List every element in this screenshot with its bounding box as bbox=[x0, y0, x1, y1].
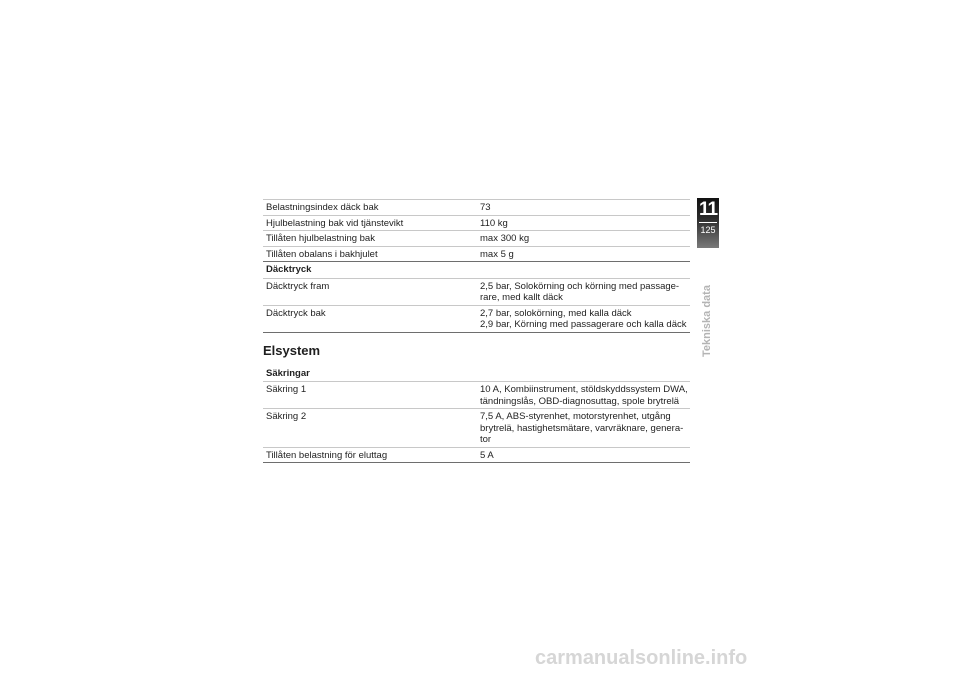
row-value bbox=[473, 411, 690, 446]
row-value bbox=[473, 308, 690, 331]
page-number: 125 bbox=[700, 225, 716, 235]
row-label: Belastningsindex däck bak bbox=[266, 202, 379, 213]
watermark: carmanualsonline.info bbox=[535, 647, 748, 669]
row-label: Tillåten hjulbelastning bak bbox=[266, 233, 375, 244]
row-value: max 5 g bbox=[480, 248, 514, 260]
row-value bbox=[473, 281, 690, 304]
row-label: Tillåten belastning för eluttag bbox=[266, 449, 388, 461]
section-title-electrical: Elsystem bbox=[263, 342, 321, 358]
fuses-heading: Säkringar bbox=[263, 366, 690, 383]
table-row-outlet-load bbox=[263, 448, 690, 464]
chapter-side-label: Tekniska data bbox=[701, 285, 713, 357]
value-line: rare, med kallt däck bbox=[480, 292, 563, 303]
tyre-pressure-heading: Däcktryck bbox=[263, 262, 690, 279]
row-label: Säkring 2 bbox=[266, 411, 307, 422]
table-row-fuse-1 bbox=[263, 382, 690, 409]
row-label: Tillåten obalans i bakhjulet bbox=[266, 248, 378, 260]
row-label: Hjulbelastning bak vid tjänstevikt bbox=[266, 217, 404, 229]
value-line: 2,7 bar, solokörning, med kalla däck bbox=[480, 307, 632, 319]
value-line: 2,5 bar, Solokörning och körning med passage- bbox=[480, 280, 680, 292]
table-row-fuse-2 bbox=[263, 409, 690, 448]
spec-content bbox=[263, 199, 690, 463]
table-row-pressure-front bbox=[263, 279, 690, 306]
chapter-tab-divider bbox=[699, 222, 717, 223]
chapter-tab bbox=[697, 198, 719, 248]
row-label: Däcktryck fram bbox=[266, 280, 330, 292]
chapter-number: 11 bbox=[698, 199, 718, 220]
table-row-imbalance-rear bbox=[263, 247, 690, 263]
row-value: max 300 kg bbox=[480, 233, 530, 244]
row-label: Säkring 1 bbox=[266, 384, 307, 395]
table-row-wheel-load-rear bbox=[263, 216, 690, 232]
row-value: 5 A bbox=[480, 449, 494, 461]
table-row-permitted-wheel-load-rear bbox=[263, 231, 690, 247]
row-value bbox=[473, 384, 690, 407]
value-line: brytrelä, hastighetsmätare, varvräknare, genera- bbox=[480, 422, 684, 434]
value-line: 2,9 bar, Körning med passagerare och kalla däck bbox=[480, 319, 687, 330]
row-label: Däcktryck bak bbox=[266, 307, 326, 319]
value-line: tändningslås, OBD-diagnosuttag, spole brytrelä bbox=[480, 395, 680, 407]
value-line: 7,5 A, ABS-styrenhet, motorstyrenhet, utgång bbox=[480, 411, 671, 422]
table-row-load-index-rear bbox=[263, 200, 690, 216]
value-line: 10 A, Kombiinstrument, stöldskyddssystem DWA, bbox=[480, 384, 688, 395]
table-row-pressure-rear bbox=[263, 306, 690, 333]
row-value: 73 bbox=[480, 202, 491, 213]
value-line: tor bbox=[480, 434, 492, 445]
row-value: 110 kg bbox=[480, 217, 508, 229]
